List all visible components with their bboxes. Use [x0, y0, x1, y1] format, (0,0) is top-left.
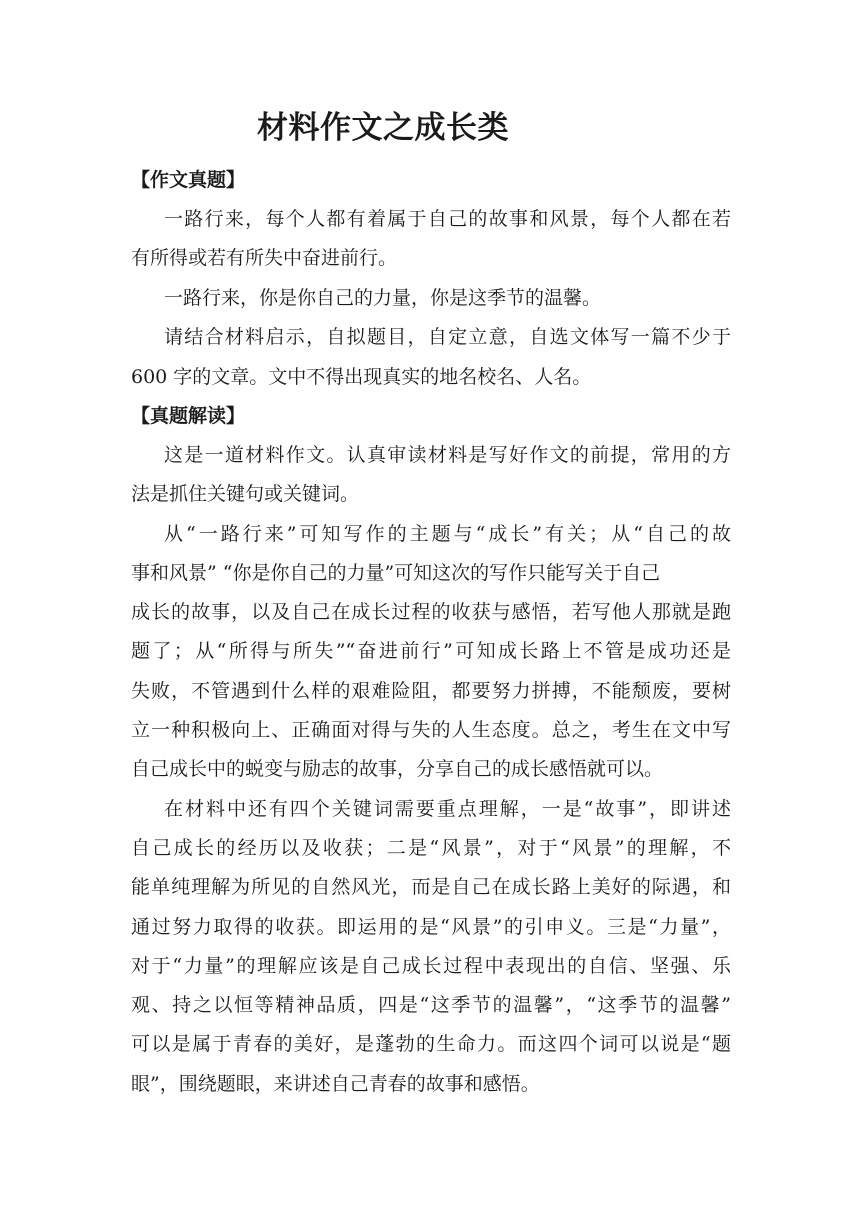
paragraph-line: 可以是属于青春的美好，是蓬勃的生命力。而这四个词可以说是“题: [131, 1033, 731, 1055]
paragraph-line: 对于“力量”的理解应该是自己成长过程中表现出的自信、坚强、乐: [131, 955, 731, 977]
paragraph-line: 成长的故事，以及自己在成长过程的收获与感悟，若写他人那就是跑: [131, 601, 731, 623]
paragraph-line: 能单纯理解为所见的自然风光，而是自己在成长路上美好的际遇，和: [131, 876, 731, 898]
paragraph-line: 观、持之以恒等精神品质，四是“这季节的温馨”，“这季节的温馨”: [131, 994, 731, 1016]
paragraph-line: 自己成长中的蜕变与励志的故事，分享自己的成长感悟就可以。: [131, 758, 664, 780]
paragraph-line: 法是抓住关键句或关键词。: [131, 483, 360, 505]
paragraph-line: 一路行来，你是你自己的力量，你是这季节的温馨。: [164, 287, 602, 309]
paragraph-line: 眼”，围绕题眼，来讲述自己青春的故事和感悟。: [131, 1073, 540, 1095]
paragraph-line: 通过努力取得的收获。即运用的是“风景”的引申义。三是“力量”，: [131, 916, 731, 938]
paragraph-line: 立一种积极向上、正确面对得与失的人生态度。总之，考生在文中写: [131, 719, 731, 741]
paragraph-line: 这是一道材料作文。认真审读材料是写好作文的前提，常用的方: [164, 444, 731, 466]
paragraph-line: 题了；从“所得与所失”“奋进前行”可知成长路上不管是成功还是: [131, 640, 731, 662]
document-title: 材料作文之成长类: [257, 110, 509, 146]
paragraph-line: 一路行来，每个人都有着属于自己的故事和风景，每个人都在若: [164, 208, 731, 230]
paragraph-line: 有所得或若有所失中奋进前行。: [131, 247, 398, 269]
paragraph-line: 失败，不管遇到什么样的艰难险阻，都要努力拼搏，不能颓废，要树: [131, 680, 731, 702]
paragraph-line: 在材料中还有四个关键词需要重点理解，一是“故事”，即讲述: [164, 798, 731, 820]
paragraph-line: 600 字的文章。文中不得出现真实的地名校名、人名。: [131, 366, 592, 388]
paragraph-line: 事和风景” “你是你自己的力量”可知这次的写作只能写关于自己: [131, 562, 661, 584]
paragraph-line: 从“一路行来”可知写作的主题与“成长”有关；从“自己的故: [164, 523, 731, 545]
section-heading-essay-prompt: 【作文真题】: [131, 169, 246, 191]
section-heading-prompt-analysis: 【真题解读】: [131, 405, 246, 427]
paragraph-line: 自己成长的经历以及收获；二是“风景”，对于“风景”的理解，不: [131, 837, 731, 859]
paragraph-line: 请结合材料启示，自拟题目，自定立意，自选文体写一篇不少于: [164, 326, 731, 348]
